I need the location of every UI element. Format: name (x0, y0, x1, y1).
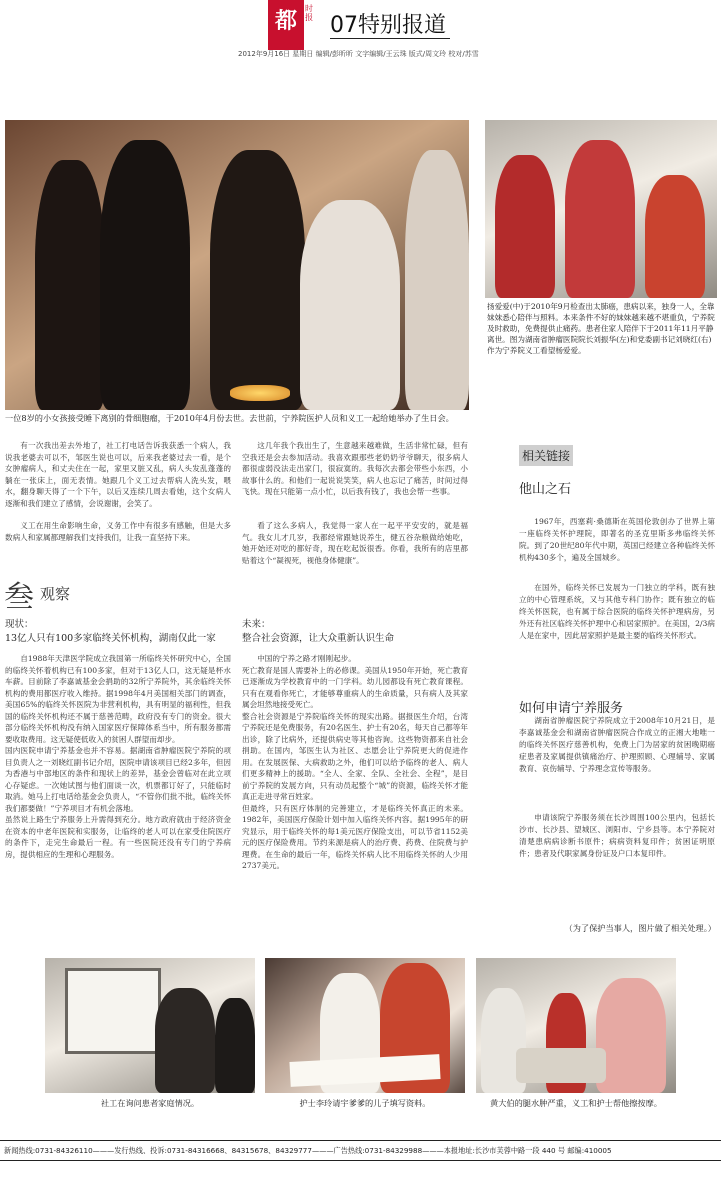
main-photo-caption: 一位8岁的小女孩接受睡下离别的骨细胞瘤，于2010年4月份去世。去世前，宁养院医护人员和义工一起给她举办了生日会。 (5, 413, 454, 423)
edition-meta: 2012年9月16日 星期日 编辑/彭昕昕 文字编辑/王云珠 版式/周文玲 校对/苏雪 (238, 50, 479, 58)
footer-rule (0, 1140, 721, 1141)
page-title: 07特别报道 (330, 13, 446, 38)
sidebar-title-1: 他山之石 (519, 482, 572, 497)
section-heading: 观察 (40, 585, 71, 603)
top-right-photo-caption: 扬爱爱(中)于2010年9月检查出太肺癌，患病以来，独身一人，全靠妹妹悉心陪伴与照料。本来条件不好的妹妹越来越不堪重负，宁养院及时救助，免费提供止痛药。患者住家人陪伴下于2011年11月平静离世。图为湖南省肿瘤医院院长刘振华(左)和党委副书记刘晓红(右)作为宁养院义工看望杨爱爱。 (487, 302, 715, 355)
sidebar-text-1b: 在国外，临终关怀已发展为一门独立的学科，既有独立的中心管理系统，又与其他专科门协作；既有独立的临终关怀医院，也有属于综合医院的临终关怀护理病房，另外还有社区临终关怀护理中心和居家照护。在美国，2/3病人是在家中，因此居家照护是最主要的临终关怀形式。 (519, 583, 715, 640)
intro-paragraph-4: 看了这么多病人，我觉得一家人在一起平平安安的，就是福气。我女儿才几岁，我都经常跟她说养生，健五谷杂粮做给她吃，她开始还对吃的都好奇，现在吃起饭很香。你看，我所有的店里都贴着这个“凝视死，视他身体健康”。 (242, 521, 468, 565)
bottom-photo-1 (45, 958, 255, 1093)
top-right-photo (485, 120, 717, 298)
title-rule (330, 38, 450, 39)
sidebar-title-2: 如何申请宁养服务 (519, 701, 624, 716)
footer-rule-bottom (0, 1160, 721, 1161)
sidebar-text-2b: 申请该院宁养服务须在长沙周围100公里内，包括长沙市、长沙县、望城区、浏阳市、宁乡县等。本宁养院对清楚患病病诊断书原件；病病资料复印件；贫困证明原件；患者及代职家属身份证及户口本复印件。 (519, 813, 715, 858)
future-label: 未来： (242, 619, 271, 630)
current-subtitle: 13亿人只有100多家临终关怀机构，湖南仅此一家 (5, 633, 216, 644)
masthead-logo: 都市 (268, 0, 304, 50)
sidebar-text-2a: 湖南省肿瘤医院宁养院成立于2008年10月21日，是李嘉诚基金会和湖南省肿瘤医院合作成立的正湘大地唯一的临终关怀医疗慈善机构，免费上门为居家的贫困晚期癌症患者及家属提供镇痛治疗、护理照顾、心理辅导、家属教育、哀伤辅导、宁养理念宣传等服务。 (519, 716, 715, 773)
bottom-photo-3-caption: 黄大伯的腿水肿严重，义工和护士帮他擦按摩。 (490, 1098, 662, 1108)
sidebar-text-1a: 1967年，西塞莉·桑德斯在英国伦敦创办了世界上第一座临终关怀护理院，即著名的圣克里斯多弗临终关怀院。到了20世纪80年代中期，英国已经建立各种临终关怀机构430多个，遍及全国城乡。 (519, 517, 715, 562)
future-body: 中国的宁养之路才刚刚起步。 死亡教育是国人需要补上的必修课。美国从1950年开始，死亡教育已逐渐成为学校教育中的一门学科。幼儿园都设有死亡教育课程。只有在观看你死亡，才能够尊重病人的生命质量，只有病人及其家属会坦然地接受死亡。 整合社会资源是宁养院临终关怀的现实出路。据报医生介绍，台湾宁养院还是免费服务，有20名医生、护士有20名，每天自己都等年出诊，除了比病外，还提供病史等其他咨询。这些物资都来自社会捐助。在国内，邹医生认为社区、志愿会让宁养院更大的促进作用。在发展医保、大病救助之外，他们可以给予临终的老人、病人们更多精神上的援助。“全人、全家、全队、全社会、全程”，是目前宁养院的发展方向，只有动员起整个“城”的资源，临终关怀才能真正走进寻常百姓家。 但最终，只有医疗体制的完善建立，才是临终关怀真正的未来。1982年，美国医疗保险计划中加入临终关怀内容。据1995年的研究显示，用于临终关怀的每1美元医疗保险支出，可以节省1152美元的医疗保险费用。节约来源是病人的治疗费、药费、住院费与护理费。在生命的最后一年，临终关怀病人比不用临终关怀的人少用2737美元。 (242, 654, 468, 870)
future-subtitle: 整合社会资源，让大众重新认识生命 (242, 633, 395, 644)
privacy-note: （为了保护当事人，图片做了相关处理。） (564, 923, 716, 933)
intro-paragraph-3: 这几年我个我出生了，生意越来越难做，生活非常忙碌，但有空我还是会去参加活动。我喜欢跟那些老奶奶爷爷聊天，很多病人都很虚弱没法走出家门，很寂寞的。我每次去都会带些小东西，小故事什么的。和他们一起说说笑笑，病人也忘记了痛苦，时间过得飞快。现在只能第一点小忙，以后我有钱了，我也会帮一些事。 (242, 441, 468, 496)
section-number: 叁 (4, 580, 34, 615)
bottom-photo-1-caption: 社工在询问患者家庭情况。 (100, 1098, 200, 1108)
current-body: 自1988年天津医学院成立我国第一所临终关怀研究中心，全国的临终关怀着机构已有100多家，但对于13亿人口，这无疑是杯水车薪。目前除了李嘉诚基金会捐助的32所宁养院外，其余临终关怀机构的费用都医疗收入维持。据1998年4月美国相关部门的调查，美国65%的临终关怀医院为非营利机构，具有明显的福利性，但我国的临终关怀机构还不属于慈善范畴，政府没有专门的资金。很大部分临终关怀机构没有纳入国家医疗保障体系当中，所有服务都需要收取费用。这无疑使低收入的贫困人群望而却步。 国内医院申请宁养基金也并不容易。据湖南省肿瘤医院宁养院的项目负责人之一刘晓红副书记介绍，医院申请该项目已经2多年，但因为香港与中部地区的条件和现状上的差异，基金会曾临对在此立项心存疑虑。一次她试图与他们面谈一次，机票都订好了，只能临时取消。她马上打电话给基金会负责人，“不管你们批不批，临终关怀我们都要做！”宁养项目才有机会落地。 虽然说上路生宁养服务上升需得到充分。地方政府就由于经济资金在资本的中老年医院和实服务，让临终的老人可以在家受住院医疗的条件下，走完生命最后一程。有一些医院还没有专门的宁养病房，提供相应的生理和心理服务。 (5, 654, 231, 859)
bottom-photo-2 (265, 958, 465, 1093)
main-photo (5, 120, 469, 410)
bottom-photo-2-caption: 护士李玲请宇爹爹的儿子填写资料。 (299, 1098, 431, 1108)
intro-paragraph-2: 义工在用生命影响生命，义务工作中有很多有感触，但是大多数病人和家属都理解我们支持我们，让我一直坚持下来。 (5, 521, 231, 542)
related-link-tag: 相关链接 (519, 445, 573, 466)
current-label: 现状： (5, 619, 34, 630)
masthead-logo-sub: 时报 (305, 4, 313, 22)
intro-paragraph-1: 有一次我出差去外地了，社工打电话告诉我获悉一个病人，我说我老婆去可以不，邹医生说也可以，后来我老婆过去一看，是个女肿瘤病人，和丈夫住在一起，家里又脏又乱，病人头发乱蓬蓬的躺在一张床上，面无表情。她跟几个义工过去帮病人洗头发，喂水，翻身聊天得了一个下午，以后又连续几周去看她，这个女病人逐渐和我们建立了感情，会说谢谢，会笑了。 (5, 441, 231, 508)
footer-contact-line: 新闻热线:0731-84326110———发行热线、投诉:0731-84316668、84315678、84329777———广告热线:0731-84329988———本报地址:长沙市芙蓉中路一段 440 号 邮编:410005 (4, 1146, 612, 1155)
bottom-photo-3 (476, 958, 676, 1093)
